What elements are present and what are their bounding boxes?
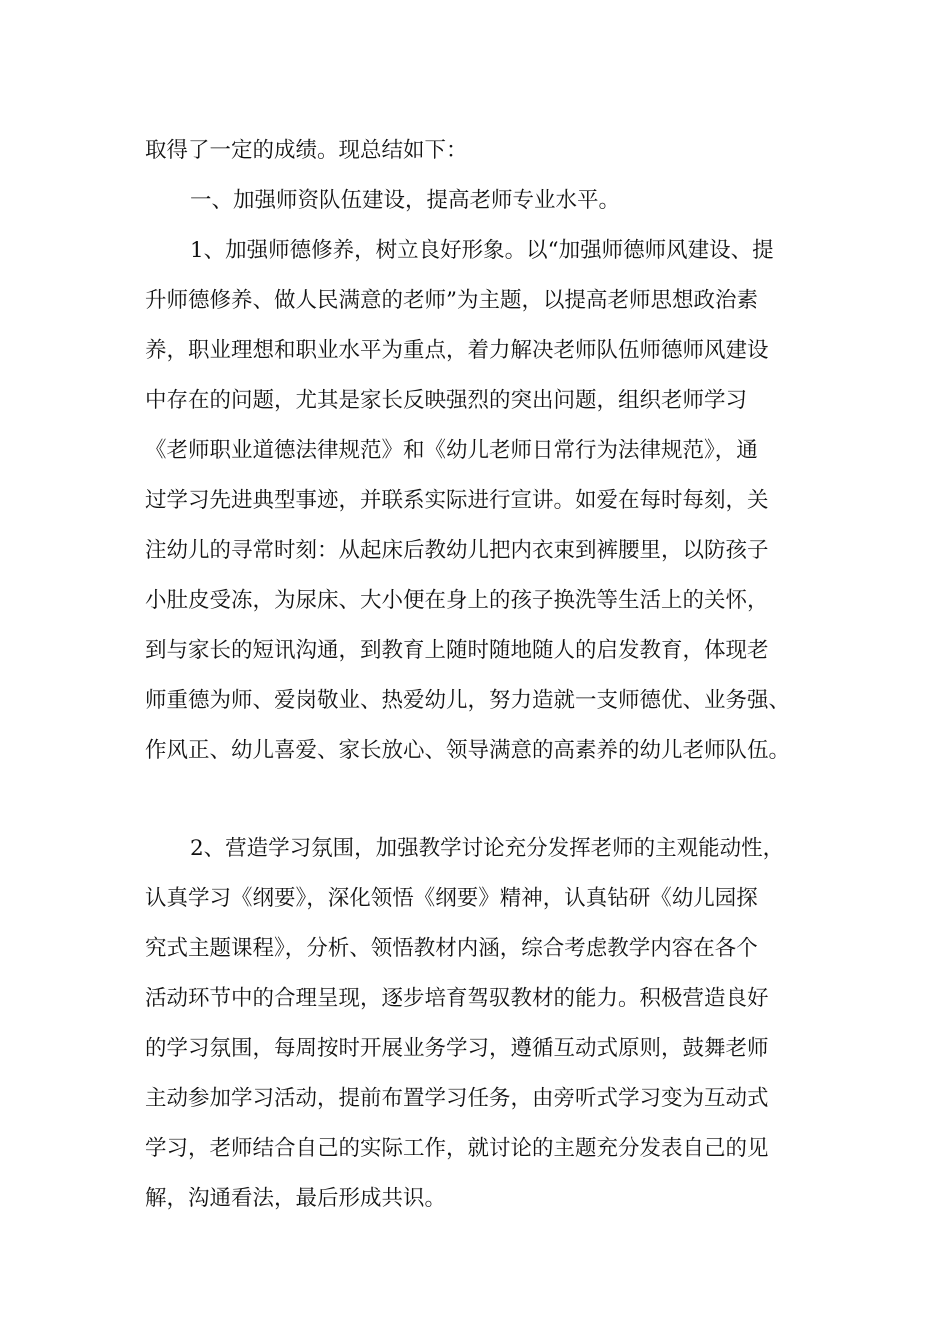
paragraph-1-line: 作风正、幼儿喜爱、家长放心、领导满意的高素养的幼儿老师队伍。 xyxy=(145,738,791,763)
paragraph-2-line: 2、营造学习氛围，加强教学讨论充分发挥老师的主观能动性， xyxy=(190,836,785,861)
paragraph-1-line: 小肚皮受冻，为尿床、大小便在身上的孩子换洗等生活上的关怀， xyxy=(145,588,769,613)
paragraph-2-line: 活动环节中的合理呈现，逐步培育驾驭教材的能力。积极营造良好 xyxy=(145,986,769,1011)
paragraph-2-line: 解，沟通看法，最后形成共识。 xyxy=(145,1186,447,1211)
paragraph-1-line: 升师德修养、做人民满意的老师”为主题，以提高老师思想政治素 xyxy=(145,288,758,313)
paragraph-1-line: 师重德为师、爱岗敬业、热爱幼儿，努力造就一支师德优、业务强、 xyxy=(145,688,791,713)
paragraph-2-line: 主动参加学习活动，提前布置学习任务，由旁听式学习变为互动式 xyxy=(145,1086,769,1111)
paragraph-1-line: 《老师职业道德法律规范》和《幼儿老师日常行为法律规范》，通 xyxy=(145,438,758,463)
paragraph-1-line: 注幼儿的寻常时刻：从起床后教幼儿把内衣束到裤腰里，以防孩子 xyxy=(145,538,769,563)
paragraph-2-line: 学习，老师结合自己的实际工作，就讨论的主题充分发表自己的见 xyxy=(145,1136,769,1161)
paragraph-1-line: 到与家长的短讯沟通，到教育上随时随地随人的启发教育，体现老 xyxy=(145,638,769,663)
section-heading: 一、加强师资队伍建设，提高老师专业水平。 xyxy=(190,188,621,213)
paragraph-2-line: 认真学习《纲要》，深化领悟《纲要》精神，认真钻研《幼儿园探 xyxy=(145,886,758,911)
paragraph-1-line: 过学习先进典型事迹，并联系实际进行宣讲。如爱在每时每刻，关 xyxy=(145,488,769,513)
paragraph-1-line: 中存在的问题，尤其是家长反映强烈的突出问题，组织老师学习 xyxy=(145,388,748,413)
paragraph-1-line: 养，职业理想和职业水平为重点，着力解决老师队伍师德师风建设 xyxy=(145,338,769,363)
text-line: 取得了一定的成绩。现总结如下： xyxy=(145,138,468,163)
paragraph-2-line: 究式主题课程》，分析、领悟教材内涵，综合考虑教学内容在各个 xyxy=(145,936,758,961)
paragraph-2-line: 的学习氛围，每周按时开展业务学习，遵循互动式原则，鼓舞老师 xyxy=(145,1036,769,1061)
paragraph-1-line: 1、加强师德修养，树立良好形象。以“加强师德师风建设、提 xyxy=(190,238,774,263)
